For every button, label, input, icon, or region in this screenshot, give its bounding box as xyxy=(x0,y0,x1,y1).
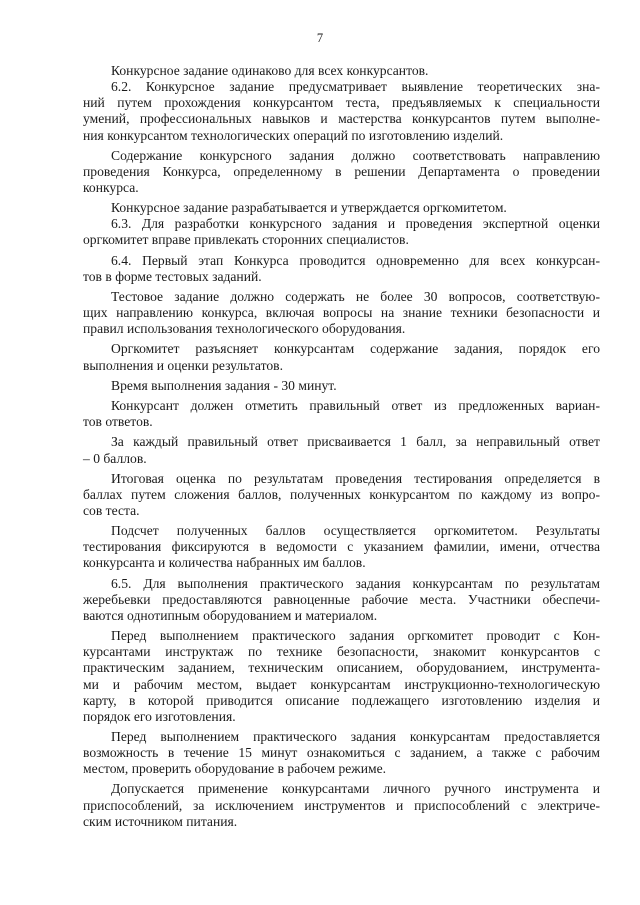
text-line: ми и рабочим местом, выдает конкурсантам инструкционно-технологическую xyxy=(83,676,600,692)
text-line: карту, в которой приводится описание подлежащего изготовлению изделия и xyxy=(83,692,600,708)
text-line: выполнения и оценки результатов. xyxy=(83,357,283,373)
text-line: ний путем прохождения конкурсантом теста, предъявляемых к специальности xyxy=(83,95,600,111)
text-line: курсантами инструктаж по технике безопасности, знакомит конкурсантов с xyxy=(83,644,600,660)
text-line: жеребьевки предоставляются равноценные рабочие места. Участники обеспечи- xyxy=(83,591,600,607)
text-line: Конкурсное задание одинаково для всех конкурсантов. xyxy=(111,63,429,78)
text-line: ваются однотипным оборудованием и материалом. xyxy=(83,607,378,623)
text-line: 6.2. Конкурсное задание предусматривает выявление теоретических зна- xyxy=(111,79,600,95)
text-line: За каждый правильный ответ присваивается 1 балл, за неправильный ответ xyxy=(111,434,600,450)
text-line: Подсчет полученных баллов осуществляется оргкомитетом. Результаты xyxy=(111,523,600,539)
text-line: ния конкурсантом технологических операций по изготовлению изделий. xyxy=(83,127,504,143)
text-line: Время выполнения задания - 30 минут. xyxy=(111,377,337,393)
text-line: тов в форме тестовых заданий. xyxy=(83,268,262,284)
text-line: ским источником питания. xyxy=(83,813,238,829)
text-line: оргкомитет вправе привлекать сторонних специалистов. xyxy=(83,232,409,248)
text-line: конкурса. xyxy=(83,179,139,195)
text-line: проведения Конкурса, определенному в решении Департамента о проведении xyxy=(83,163,600,179)
text-line: сов теста. xyxy=(83,502,140,518)
text-line: тов ответов. xyxy=(83,414,153,430)
text-line: правил использования технологического оборудования. xyxy=(83,321,406,337)
document-body xyxy=(83,63,600,830)
text-line: возможность в течение 15 минут ознакомиться с заданием, а также с рабочим xyxy=(83,745,600,761)
text-line: Конкурсант должен отметить правильный ответ из предложенных вариан- xyxy=(111,398,600,414)
text-line: 6.5. Для выполнения практического задания конкурсантам по результатам xyxy=(111,575,600,591)
text-line: баллах путем сложения баллов, полученных конкурсантом по каждому из вопро- xyxy=(83,486,600,502)
text-line: 6.4. Первый этап Конкурса проводится одновременно для всех конкурсан- xyxy=(111,252,600,268)
text-line: Допускается применение конкурсантами личного ручного инструмента и xyxy=(111,781,600,797)
text-line: практическим заданием, техническим описанием, оборудованием, инструмента- xyxy=(83,660,600,676)
text-line: 6.3. Для разработки конкурсного задания и проведения экспертной оценки xyxy=(111,216,600,232)
text-line: конкурсанта и количества набранных им баллов. xyxy=(83,555,366,571)
text-line: Перед выполнением практического задания оргкомитет проводит с Кон- xyxy=(111,628,600,644)
text-line: Тестовое задание должно содержать не более 30 вопросов, соответствую- xyxy=(111,289,600,304)
page-number: 7 xyxy=(316,31,324,45)
text-line: – 0 баллов. xyxy=(83,450,147,466)
text-line: Итоговая оценка по результатам проведения тестирования определяется в xyxy=(111,470,600,486)
text-line: тестирования фиксируются в ведомости с указанием фамилии, имени, отчества xyxy=(83,539,600,555)
text-line: приспособлений, за исключением инструментов и приспособлений с электриче- xyxy=(83,797,600,813)
text-line: щих направлению конкурса, включая вопросы на знание техники безопасности и xyxy=(83,305,600,321)
text-line: порядок его изготовления. xyxy=(83,708,236,724)
text-line: Конкурсное задание разрабатывается и утверждается оргкомитетом. xyxy=(111,200,507,216)
text-line: местом, проверить оборудование в рабочем режиме. xyxy=(83,761,387,777)
text-line: умений, профессиональных навыков и мастерства конкурсантов путем выполне- xyxy=(83,111,600,127)
text-line: Перед выполнением практического задания конкурсантам предоставляется xyxy=(111,728,600,744)
text-line: Содержание конкурсного задания должно соответствовать направлению xyxy=(111,147,600,163)
text-line: Оргкомитет разъясняет конкурсантам содержание задания, порядок его xyxy=(111,341,600,357)
